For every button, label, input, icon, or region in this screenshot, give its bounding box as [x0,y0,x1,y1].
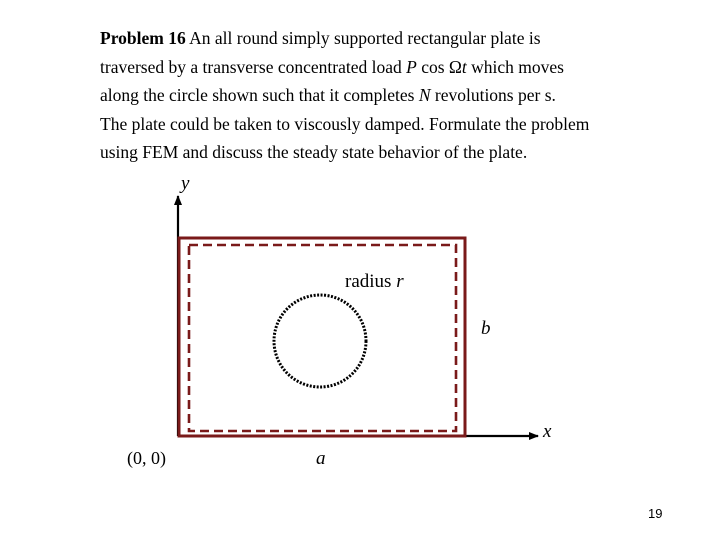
problem-line-2-end: which moves [466,56,564,77]
cos-text: cos [416,56,449,77]
revolutions-symbol: N [418,85,431,105]
problem-label: Problem 16 [100,28,186,48]
problem-line-2-start: traversed by a transverse concentrated load [100,56,407,77]
width-label: a [316,448,326,469]
plate-outline [179,238,465,436]
x-axis-label: x [543,421,552,442]
load-path-circle [274,295,366,387]
simple-support-boundary [189,245,456,431]
y-axis-label: y [181,173,190,194]
problem-line-3-end: revolutions per s. [430,85,556,105]
problem-line-1-text: An all round simply supported rectangular plate is [185,28,541,48]
origin-label: (0, 0) [127,448,166,468]
problem-line-5: using FEM and discuss the steady state behavior of the plate. [100,142,528,162]
omega-symbol: Ω [448,56,462,77]
time-symbol: t [461,56,467,77]
load-symbol: P [406,56,417,77]
radius-symbol: r [396,271,404,292]
radius-label [345,271,404,292]
height-label: b [481,318,491,339]
problem-line-4: The plate could be taken to viscously damped. Formulate the problem [100,113,590,134]
radius-word: radius [345,271,392,292]
problem-line-3-start: along the circle shown such that it completes [100,85,419,105]
page-number: 19 [648,506,663,521]
